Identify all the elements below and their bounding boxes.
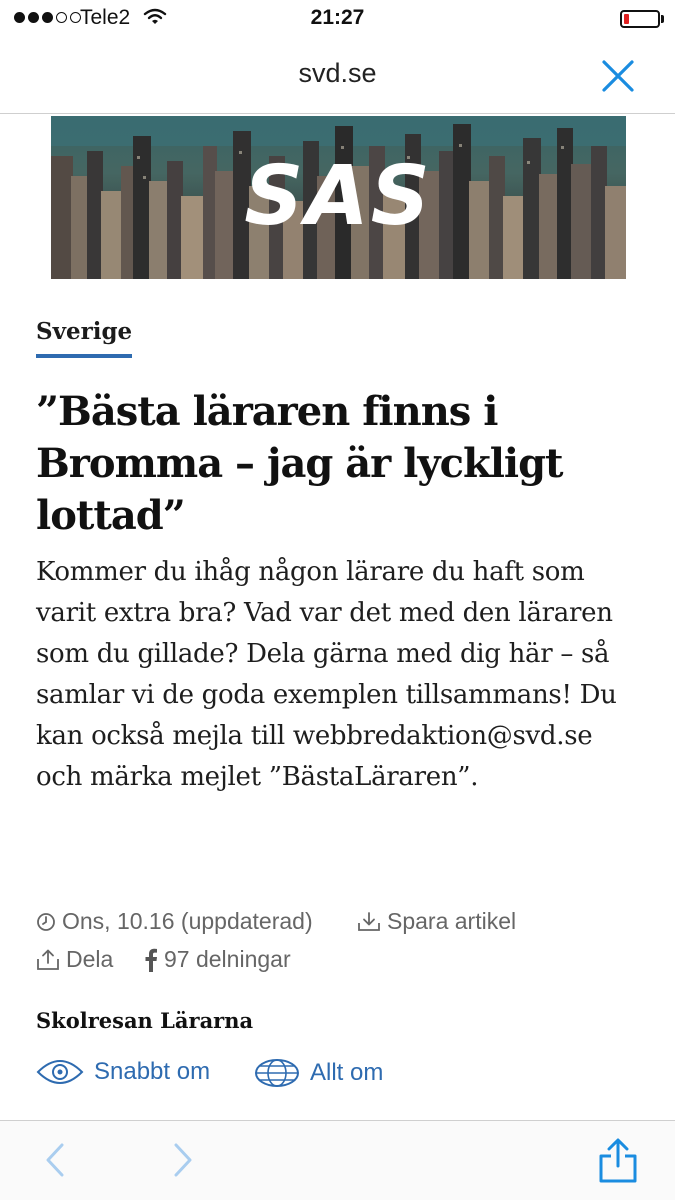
save-article-label: Spara artikel <box>387 908 517 934</box>
download-icon <box>357 911 381 933</box>
ad-banner[interactable] <box>51 116 626 279</box>
tags-title: Skolresan Lärarna <box>36 1008 254 1033</box>
chevron-left-icon[interactable] <box>42 1142 68 1178</box>
share-icon <box>36 949 60 971</box>
facebook-count: 97 delningar <box>164 946 291 972</box>
save-article-button[interactable] <box>357 908 516 935</box>
status-bar <box>0 0 675 40</box>
sas-logo: SAS <box>244 149 432 244</box>
close-icon[interactable] <box>598 56 638 96</box>
share-label: Dela <box>66 946 114 972</box>
share-icon[interactable] <box>596 1138 640 1184</box>
battery-tip <box>661 15 664 23</box>
facebook-icon <box>144 948 158 972</box>
browser-toolbar <box>0 1120 675 1200</box>
url-domain[interactable]: svd.se <box>298 58 377 88</box>
carrier-name: Tele2 <box>80 6 131 29</box>
chevron-right-icon[interactable] <box>170 1142 196 1178</box>
battery-icon <box>620 10 660 28</box>
city-skyline-image <box>51 116 626 279</box>
date-text: Ons, 10.16 (uppdaterad) <box>62 908 313 934</box>
status-time: 21:27 <box>310 6 365 29</box>
all-about-label: Allt om <box>310 1059 384 1086</box>
all-about-button[interactable] <box>254 1058 383 1088</box>
section-label[interactable]: Sverige <box>36 318 133 345</box>
quick-about-button[interactable] <box>36 1058 210 1086</box>
globe-icon <box>254 1058 300 1088</box>
quick-about-label: Snabbt om <box>94 1058 211 1085</box>
article-date <box>36 908 313 935</box>
facebook-shares[interactable] <box>144 946 291 973</box>
section-underline <box>36 354 132 358</box>
clock-icon <box>36 912 56 932</box>
browser-url-bar <box>0 40 675 114</box>
article-lead: Kommer du ihåg någon lärare du haft som varit extra bra? Vad var det med den läraren som du gillade? Dela gärna med dig här – så samlar vi de goda exemplen tillsammans! Du kan också mejla till webbredaktion@svd.se och märka mejlet ”BästaLäraren”. <box>36 557 617 792</box>
eye-icon <box>36 1058 84 1086</box>
article-headline: ”Bästa läraren finns i Bromma – jag är lyckligt lottad” <box>36 388 563 539</box>
share-article-button[interactable] <box>36 946 113 973</box>
